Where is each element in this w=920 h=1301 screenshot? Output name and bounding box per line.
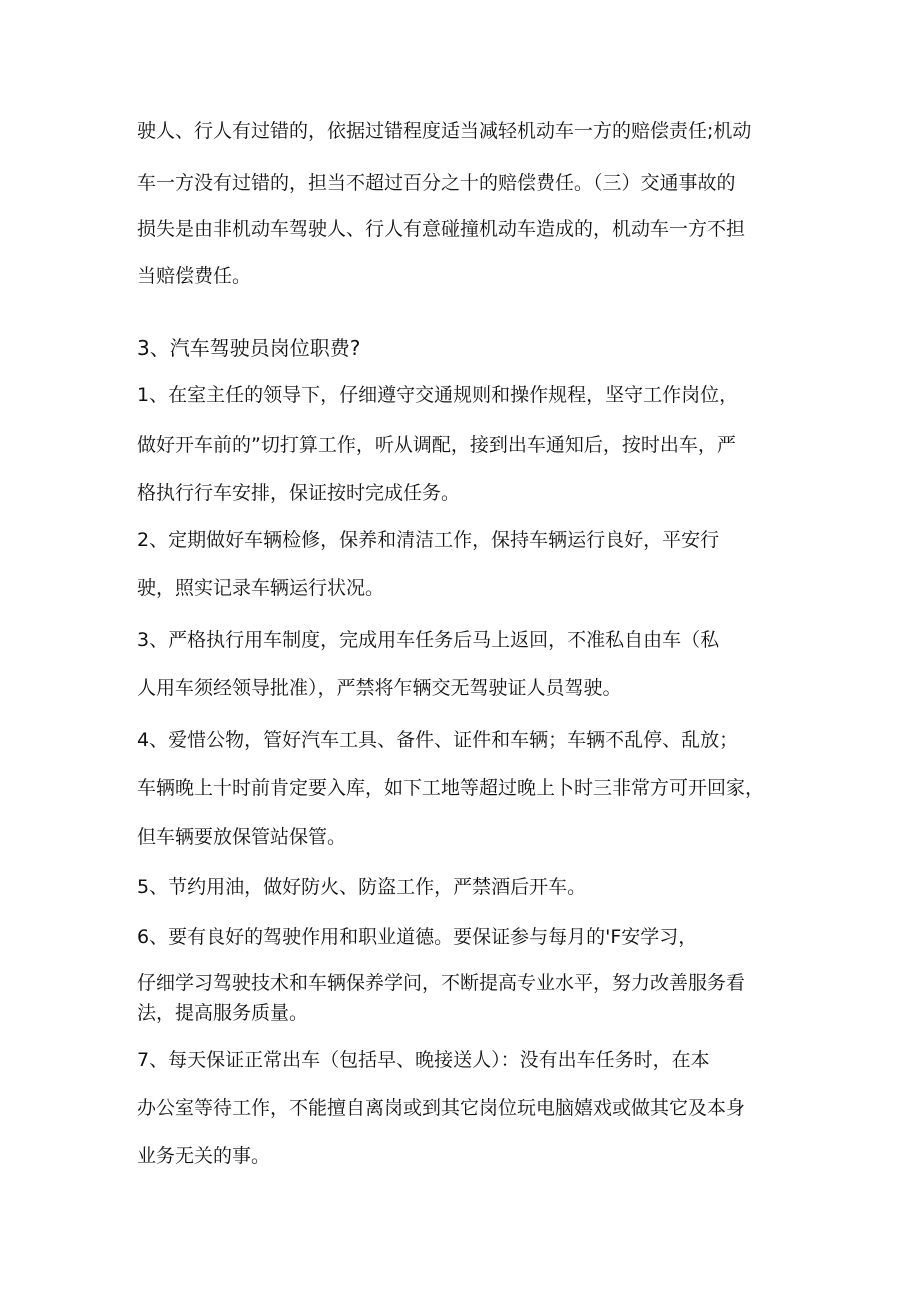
- item-7-line: 办公室等待工作，不能擅自离岗或到其它岗位玩电脑嬉戏或做其它及本身: [137, 1097, 746, 1119]
- paragraph-line: 当赔偿费任。: [137, 265, 252, 287]
- item-2-line: 驶，照实记录车辆运行状况。: [137, 577, 385, 599]
- item-6-line: 仔细学习驾驶技术和车辆保养学问，不断提高专业水平，努力改善服务看: [137, 972, 746, 994]
- paragraph-line: 驶人、行人有过错的，依据过错程度适当减轻机动车一方的赔偿责任;机动: [137, 120, 752, 142]
- item-6-line: 法，提高服务质量。: [137, 1002, 309, 1024]
- item-4-line: 4、爱惜公物，管好汽车工具、备件、证件和车辆；车辆不乱停、乱放；: [137, 729, 739, 751]
- item-1-line: 1、在室主任的领导下，仔细遵守交通规则和操作规程，坚守工作岗位，: [137, 384, 739, 406]
- section-heading: 3、汽车驾驶员岗位职费?: [137, 336, 361, 360]
- item-6-line: 6、要有良好的驾驶作用和职业道德。要保证参与每月的'F安学习，: [137, 926, 698, 948]
- paragraph-line: 车一方没有过错的，担当不超过百分之十的赔偿费任。（三）交通事故的: [137, 172, 736, 194]
- item-7-line: 业务无关的事。: [137, 1145, 271, 1167]
- item-2-line: 2、定期做好车辆检修，保养和清洁工作，保持车辆运行良好，平安行: [137, 529, 720, 551]
- item-1-line: 格执行行车安排，保证按时完成任务。: [137, 482, 461, 504]
- item-4-line: 车辆晚上十时前肯定要入库，如下工地等超过晚上卜时三非常方可开回家，: [137, 777, 765, 799]
- item-7-line: 7、每天保证正常出车（包括早、晚接送人）：没有出车任务时，在本: [137, 1049, 710, 1071]
- item-4-line: 但车辆要放保管站保管。: [137, 826, 347, 848]
- item-5-line: 5、节约用油，做好防火、防盗工作，严禁酒后开车。: [137, 876, 587, 898]
- item-1-line: 做好开车前的”切打算工作，听从调配，接到出车通知后，按时出车，严: [137, 434, 736, 456]
- item-3-line: 3、严格执行用车制度，完成用车任务后马上返回，不准私自由车（私: [137, 629, 720, 651]
- item-3-line: 人用车须经领导批准），严禁将乍辆交无驾驶证人员驾驶。: [137, 677, 622, 699]
- paragraph-line: 损失是由非机动车驾驶人、行人有意碰撞机动车造成的，机动车一方不担: [137, 218, 746, 240]
